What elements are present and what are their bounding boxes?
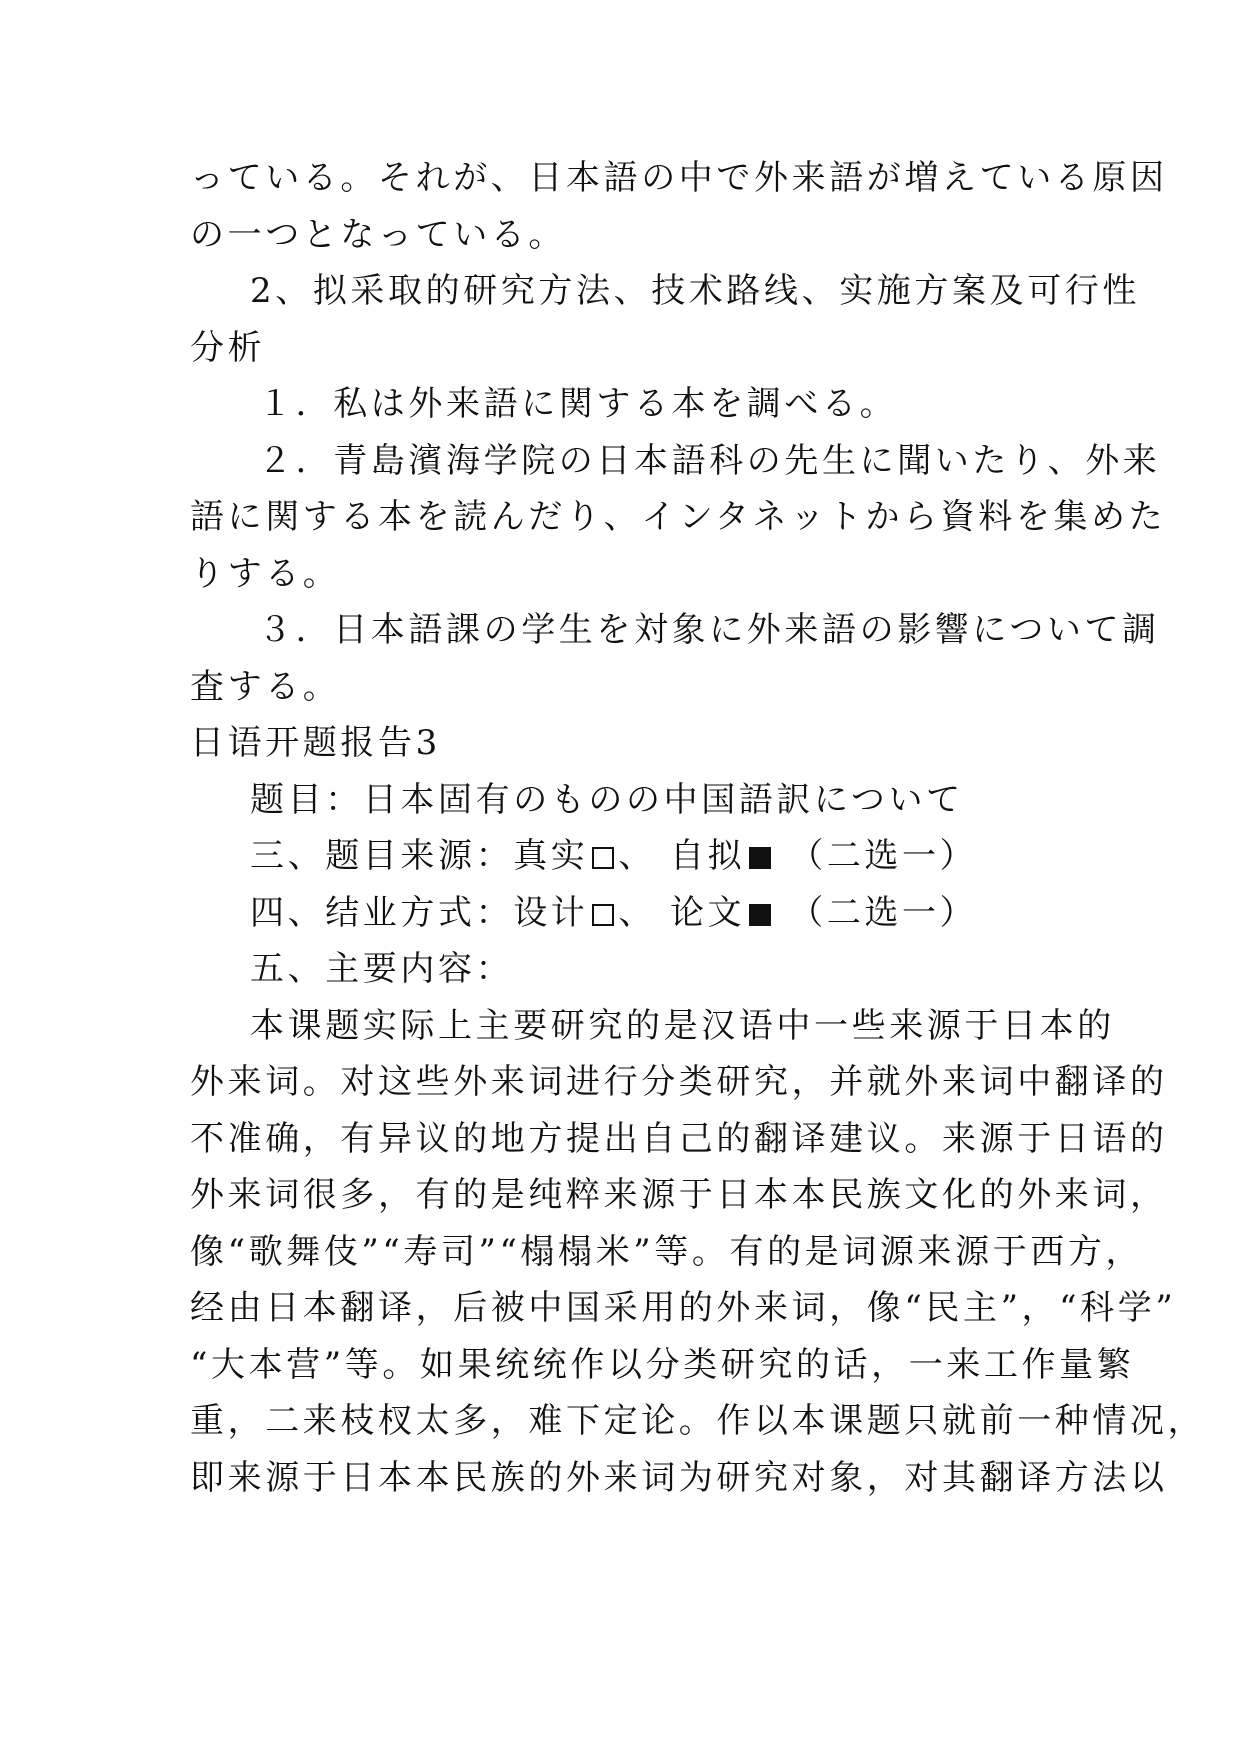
document-page xyxy=(190,150,1206,1506)
option-self: 自拟 xyxy=(670,836,746,876)
separator: 、 xyxy=(618,836,657,876)
list-item-cont: りする。 xyxy=(190,553,341,594)
section-heading-cont: 分析 xyxy=(190,327,266,368)
separator: 、 xyxy=(618,892,657,933)
checkbox-self-checked[interactable] xyxy=(749,847,771,869)
section-main-content: 五、主要内容： xyxy=(250,949,514,989)
checkbox-thesis-checked[interactable] xyxy=(749,904,771,926)
list-item: ２．青島濱海学院の日本語科の先生に聞いたり、外来 xyxy=(258,440,1161,481)
body-line: 外来词。对这些外来词进行分类研究，并就外来词中翻译的 xyxy=(190,1062,1168,1102)
body-line: 本课题实际上主要研究的是汉语中一些来源于日本的 xyxy=(250,1005,1115,1046)
body-line: 即来源于日本本民族的外来词为研究对象，对其翻译方法以 xyxy=(190,1457,1168,1498)
paragraph-line: っている。それが、日本語の中で外来語が増えている原因 xyxy=(190,158,1168,198)
topic-line: 题目：日本固有のものの中国語訳について xyxy=(250,779,964,820)
section-heading: 2、拟采取的研究方法、技术路线、实施方案及可行性 xyxy=(250,271,1141,311)
option-thesis: 论文 xyxy=(670,892,746,933)
list-item: １．私は外来語に関する本を調べる。 xyxy=(258,384,898,424)
body-line: 经由日本翻译，后被中国采用的外来词，像“民主”，“科学” xyxy=(190,1288,1177,1328)
body-line: 像“歌舞伎”“寿司”“榻榻米”等。有的是词源来源于西方， xyxy=(190,1231,1144,1272)
list-item-cont: 語に関する本を読んだり、インタネットから資料を集めた xyxy=(190,497,1167,537)
choose-one-note: （二选一） xyxy=(789,892,978,933)
list-item-cont: 査する。 xyxy=(190,666,341,707)
choose-one-note: （二选一） xyxy=(789,836,978,876)
checkbox-real[interactable] xyxy=(592,847,614,869)
completion-mode-line xyxy=(190,885,1060,942)
body-line: 不准确，有异议的地方提出自己的翻译建议。来源于日语的 xyxy=(190,1118,1168,1159)
paragraph-line: の一つとなっている。 xyxy=(190,214,566,255)
topic-source-line xyxy=(190,828,1060,885)
checkbox-design[interactable] xyxy=(592,904,614,926)
body-line: 重，二来枝杈太多，难下定论。作以本课题只就前一种情况， xyxy=(190,1401,1206,1441)
topic-source-label: 三、题目来源：真实 xyxy=(250,836,589,876)
report-title: 日语开题报告3 xyxy=(190,723,441,763)
body-line: “大本营”等。如果统统作以分类研究的话，一来工作量繁 xyxy=(190,1344,1135,1385)
body-line: 外来词很多，有的是纯粹来源于日本本民族文化的外来词， xyxy=(190,1175,1168,1215)
list-item: ３．日本語課の学生を対象に外来語の影響について調 xyxy=(258,610,1160,650)
completion-mode-label: 四、结业方式：设计 xyxy=(250,892,589,933)
